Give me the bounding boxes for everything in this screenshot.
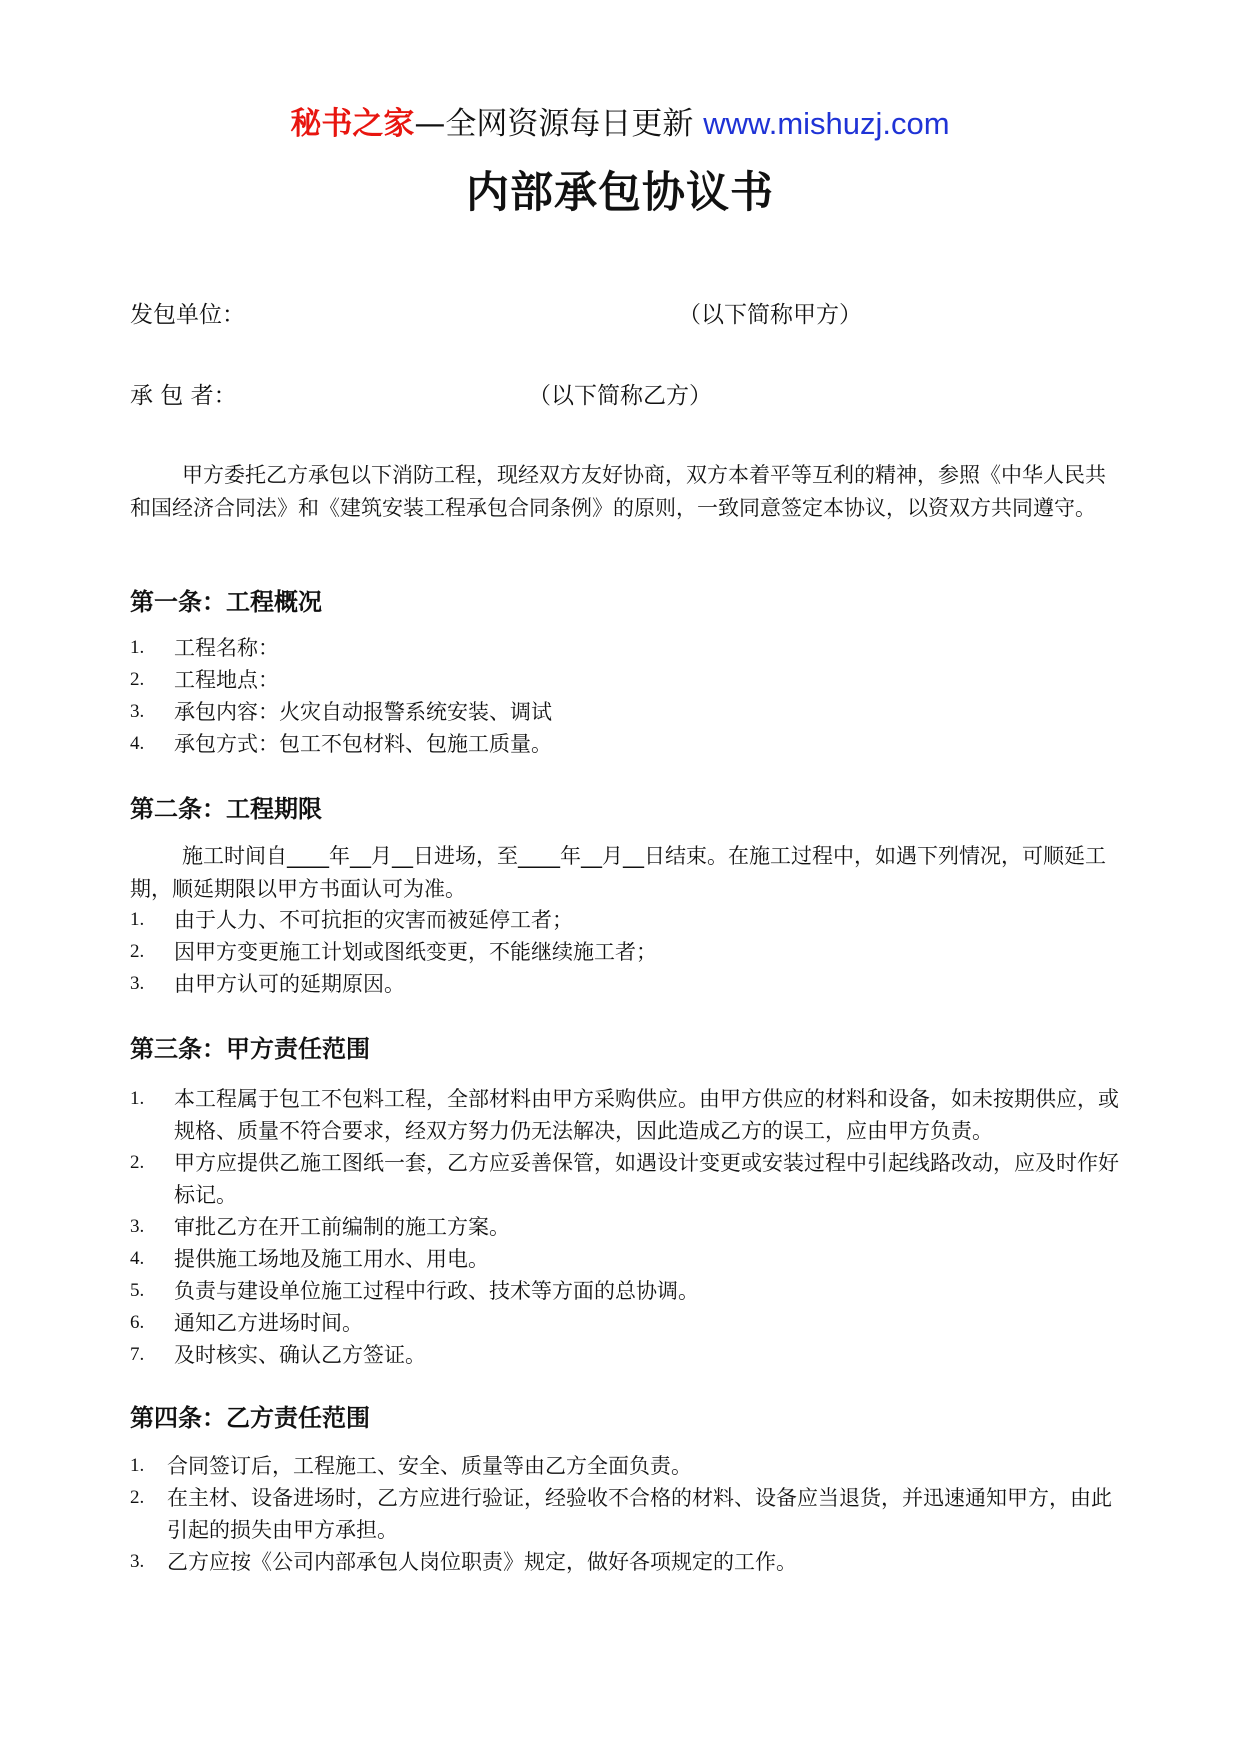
list-number: 1. bbox=[130, 637, 145, 658]
list-number: 2. bbox=[130, 941, 145, 962]
list-text: 由甲方认可的延期原因。 bbox=[174, 972, 405, 996]
list-text: 合同签订后，工程施工、安全、质量等由乙方全面负责。 bbox=[167, 1454, 692, 1478]
list-text: 及时核实、确认乙方签证。 bbox=[174, 1343, 426, 1367]
section-heading: 第四条：乙方责任范围 bbox=[130, 1404, 370, 1432]
list-text: 承包内容：火灾自动报警系统安装、调试 bbox=[174, 700, 552, 724]
banner-tagline: —全网资源每日更新 bbox=[414, 106, 694, 142]
list-text: 由于人力、不可抗拒的灾害而被延停工者； bbox=[174, 908, 573, 932]
list-number: 3. bbox=[130, 1216, 145, 1237]
party-a-label: 发包单位： bbox=[130, 302, 245, 328]
list-text: 提供施工场地及施工用水、用电。 bbox=[174, 1247, 489, 1271]
intro-paragraph: 甲方委托乙方承包以下消防工程，现经双方友好协商，双方本着平等互利的精神，参照《中华人民共和国经济合同法》和《建筑安装工程承包合同条例》的原则，一致同意签定本协议，以资双方共同遵守。 bbox=[130, 463, 1106, 520]
list-item bbox=[130, 1307, 1120, 1339]
section-heading: 第二条：工程期限 bbox=[130, 795, 322, 823]
section-list bbox=[130, 904, 1120, 1000]
list-text: 负责与建设单位施工过程中行政、技术等方面的总协调。 bbox=[174, 1279, 699, 1303]
list-text: 工程名称： bbox=[174, 636, 279, 660]
party-b-label: 承 包 者： bbox=[130, 383, 237, 409]
site-banner bbox=[0, 104, 1240, 144]
list-text: 工程地点： bbox=[174, 668, 279, 692]
list-item bbox=[130, 1450, 1120, 1482]
list-item bbox=[130, 632, 1120, 664]
site-url-link[interactable]: www.mishuzj.com bbox=[703, 106, 950, 141]
list-number: 3. bbox=[130, 973, 145, 994]
list-text: 在主材、设备进场时，乙方应进行验证，经验收不合格的材料、设备应当退货，并迅速通知甲方，由此引起的损失由甲方承担。 bbox=[167, 1486, 1112, 1542]
list-item bbox=[130, 968, 1120, 1000]
list-item bbox=[130, 1147, 1120, 1211]
list-item bbox=[130, 664, 1120, 696]
list-number: 4. bbox=[130, 733, 145, 754]
list-number: 1. bbox=[130, 909, 145, 930]
list-item bbox=[130, 1275, 1120, 1307]
list-item bbox=[130, 936, 1120, 968]
list-number: 1. bbox=[130, 1455, 145, 1476]
list-item bbox=[130, 1083, 1120, 1147]
list-number: 4. bbox=[130, 1248, 145, 1269]
list-item bbox=[130, 728, 1120, 760]
list-item bbox=[130, 1546, 1120, 1578]
list-text: 通知乙方进场时间。 bbox=[174, 1311, 363, 1335]
list-item bbox=[130, 1482, 1120, 1546]
section-list bbox=[130, 632, 1120, 760]
party-a-note: （以下简称甲方） bbox=[678, 302, 862, 328]
list-item bbox=[130, 1211, 1120, 1243]
list-item bbox=[130, 1339, 1120, 1371]
list-text: 甲方应提供乙施工图纸一套，乙方应妥善保管，如遇设计变更或安装过程中引起线路改动，应及时作好标记。 bbox=[174, 1151, 1119, 1207]
list-text: 承包方式：包工不包材料、包施工质量。 bbox=[174, 732, 552, 756]
list-number: 7. bbox=[130, 1344, 145, 1365]
section-list bbox=[130, 1450, 1120, 1578]
list-text: 乙方应按《公司内部承包人岗位职责》规定，做好各项规定的工作。 bbox=[167, 1550, 797, 1574]
list-number: 3. bbox=[130, 701, 145, 722]
list-number: 2. bbox=[130, 669, 145, 690]
list-item bbox=[130, 696, 1120, 728]
list-item bbox=[130, 1243, 1120, 1275]
list-number: 1. bbox=[130, 1088, 145, 1109]
section-heading: 第一条：工程概况 bbox=[130, 588, 322, 616]
document-title: 内部承包协议书 bbox=[466, 168, 774, 218]
section-heading: 第三条：甲方责任范围 bbox=[130, 1035, 370, 1063]
list-text: 本工程属于包工不包料工程，全部材料由甲方采购供应。由甲方供应的材料和设备，如未按期供应，或规格、质量不符合要求，经双方努力仍无法解决，因此造成乙方的误工，应由甲方负责。 bbox=[174, 1087, 1119, 1143]
section-list bbox=[130, 1083, 1120, 1371]
list-number: 5. bbox=[130, 1280, 145, 1301]
list-number: 2. bbox=[130, 1487, 145, 1508]
list-item bbox=[130, 904, 1120, 936]
section-paragraph: 施工时间自____年__月__日进场，至____年__月__日结束。在施工过程中，如遇下列情况，可顺延工期，顺延期限以甲方书面认可为准。 bbox=[130, 844, 1106, 901]
list-number: 6. bbox=[130, 1312, 145, 1333]
brand-name: 秘书之家 bbox=[290, 106, 415, 142]
list-number: 2. bbox=[130, 1152, 145, 1173]
list-number: 3. bbox=[130, 1551, 145, 1572]
list-text: 因甲方变更施工计划或图纸变更，不能继续施工者； bbox=[174, 940, 657, 964]
party-b-note: （以下简称乙方） bbox=[528, 383, 712, 409]
list-text: 审批乙方在开工前编制的施工方案。 bbox=[174, 1215, 510, 1239]
